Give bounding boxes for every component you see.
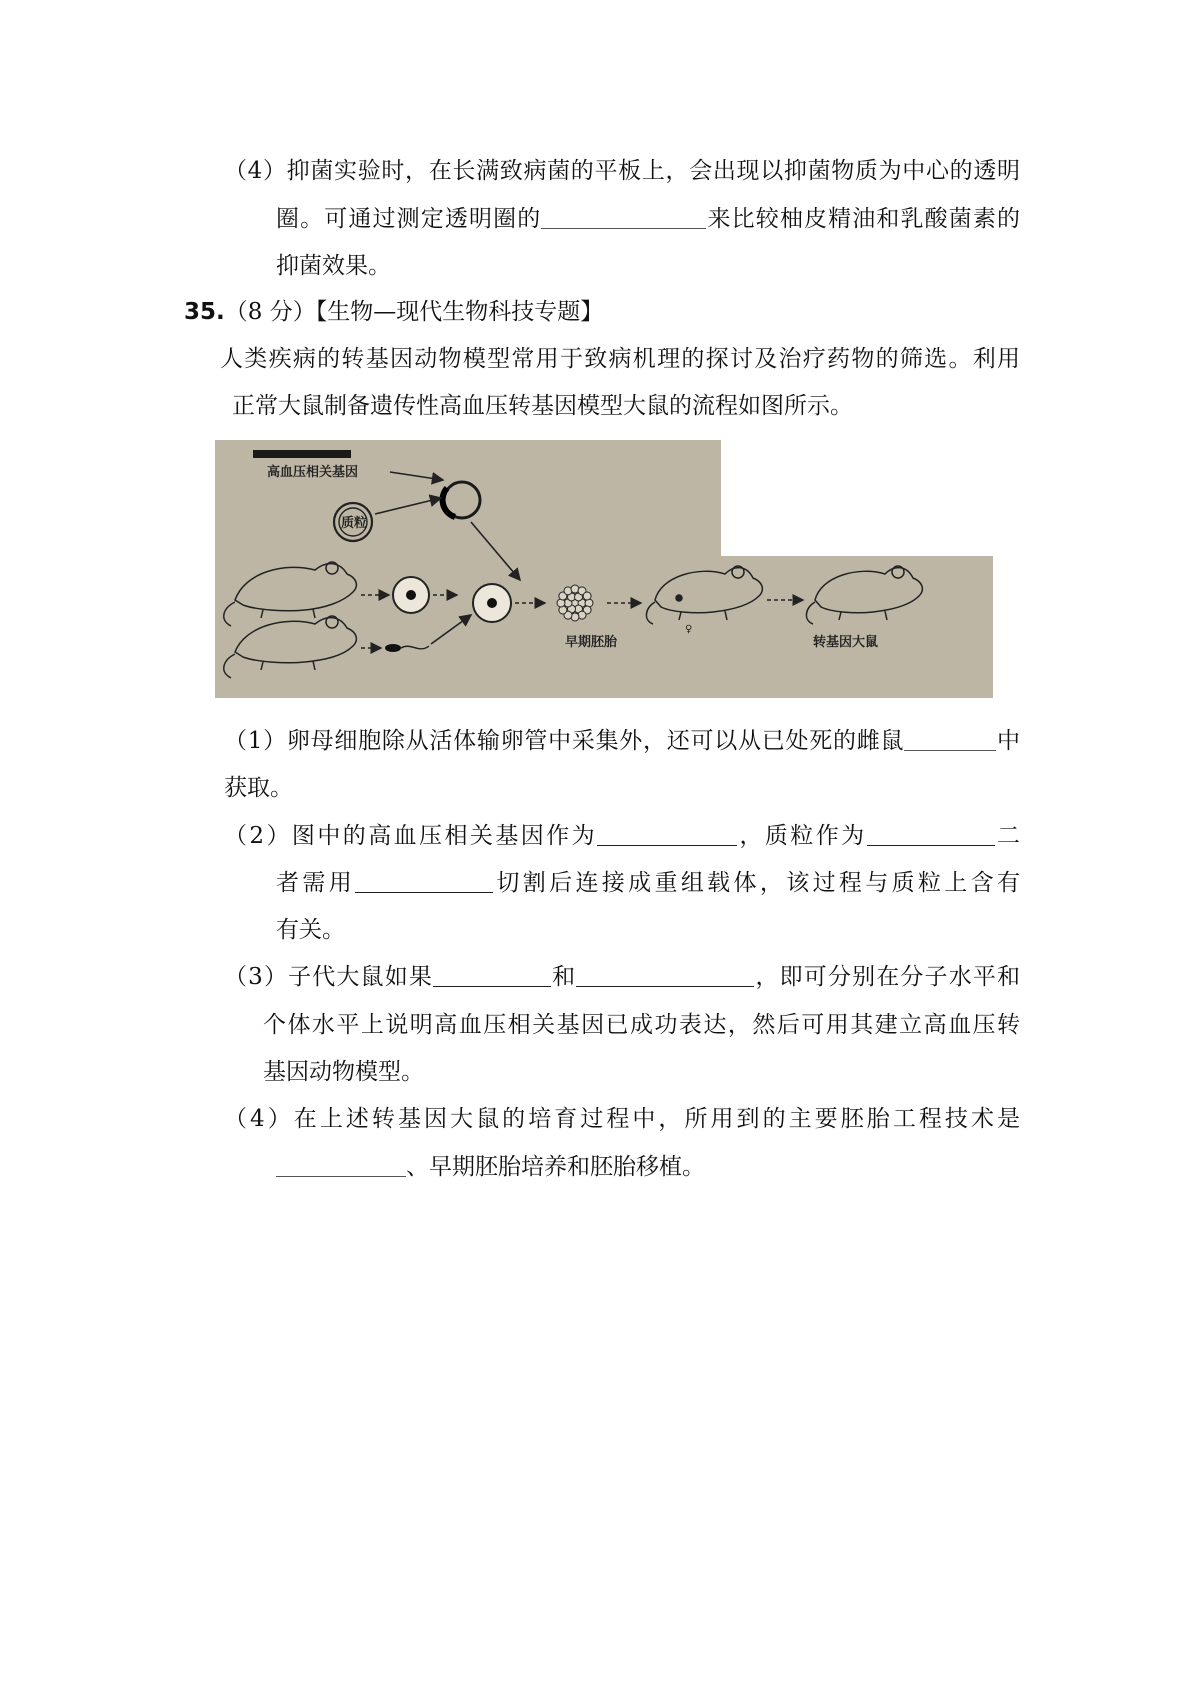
q34-part4-text-1: 抑菌实验时，在长满致病菌的平板上，会出现以抑菌物质为中心的透明 xyxy=(286,158,1020,184)
arrow-gene-to-vector xyxy=(390,472,443,480)
q35-sub4-line1 xyxy=(224,1104,1020,1134)
answer-blank-target-gene[interactable] xyxy=(597,825,737,846)
answer-blank-vector[interactable] xyxy=(867,825,995,846)
embryo-label: 早期胚胎 xyxy=(565,635,618,650)
q35-sub2-text-f: 有关。 xyxy=(276,917,345,943)
q35-sub1-text-c: 获取。 xyxy=(224,775,293,801)
q35-heading xyxy=(184,297,603,327)
question-number: 35. xyxy=(184,299,225,325)
q35-sub1-text-a: 卵母细胞除从活体输卵管中采集外，还可以从已处死的雌鼠 xyxy=(286,728,905,754)
q35-sub4-line2 xyxy=(276,1152,705,1182)
q35-intro-line1 xyxy=(220,344,1020,374)
q35-intro-text-1: 人类疾病的转基因动物模型常用于致病机理的探讨及治疗药物的筛选。利用 xyxy=(220,346,1020,372)
q35-sub2-label: （2） xyxy=(224,823,292,849)
q35-sub3-text-b: 和 xyxy=(551,964,577,990)
transgenic-rat-icon xyxy=(806,566,922,624)
female-rat-icon xyxy=(224,562,357,626)
q35-sub2-text-c: 二 xyxy=(994,823,1021,849)
q35-sub1-text-b: 中 xyxy=(996,728,1021,754)
arrow-sperm-to-zygote xyxy=(431,615,471,644)
q34-part4-line1 xyxy=(224,156,1020,186)
q35-sub3-line3 xyxy=(263,1057,424,1087)
inserted-gene-segment xyxy=(443,488,455,517)
male-rat-icon xyxy=(224,616,357,678)
question-heading: （8 分）【生物—现代生物科技专题】 xyxy=(224,299,604,325)
q34-part4-line3 xyxy=(276,251,391,281)
svg-text:♀: ♀ xyxy=(685,624,693,635)
q35-sub2-text-d: 者需用 xyxy=(276,870,356,896)
q35-sub3-text-c: ，即可分别在分子水平和 xyxy=(754,964,1021,990)
answer-blank-individual-level[interactable] xyxy=(576,966,754,987)
q35-sub3-text-a: 子代大鼠如果 xyxy=(288,964,434,990)
q35-sub2-text-b: ，质粒作为 xyxy=(737,823,867,849)
q35-sub4-text-a: 在上述转基因大鼠的培育过程中，所用到的主要胚胎工程技术是 xyxy=(293,1106,1021,1132)
diagram-svg xyxy=(215,440,993,698)
q35-intro-line2 xyxy=(232,391,853,421)
early-embryo-icon xyxy=(557,585,593,621)
arrow-plasmid-to-vector xyxy=(375,498,441,514)
q35-sub1-line2 xyxy=(224,773,293,803)
gene-bar-icon xyxy=(253,450,351,458)
q35-sub3-text-e: 基因动物模型。 xyxy=(263,1059,424,1085)
q35-sub3-line2 xyxy=(263,1010,1020,1040)
q34-part4-text-2b: 来比较柚皮精油和乳酸菌素的 xyxy=(706,206,1020,232)
q35-sub2-line1 xyxy=(224,821,1020,851)
q35-sub4-text-b: 、早期胚胎培养和胚胎移植。 xyxy=(406,1154,705,1180)
q35-intro-text-2: 正常大鼠制备遗传性高血压转基因模型大鼠的流程如图所示。 xyxy=(232,393,853,419)
answer-blank-transparent-circle[interactable] xyxy=(541,208,706,229)
embryo-cell xyxy=(583,592,591,600)
answer-blank-restriction-enzyme[interactable] xyxy=(355,872,493,893)
plasmid-label: 质粒 xyxy=(341,516,368,531)
q35-sub3-text-d: 个体水平上说明高血压相关基因已成功表达，然后可用其建立高血压转 xyxy=(263,1012,1020,1038)
q35-sub3-line1 xyxy=(224,962,1020,992)
surrogate-rat-icon xyxy=(646,566,762,635)
blank-patch xyxy=(721,440,993,556)
arrow-vector-to-zygote xyxy=(471,522,520,580)
q34-part4-text-3: 抑菌效果。 xyxy=(276,253,391,279)
sperm-icon xyxy=(385,644,429,652)
q34-part4-line2 xyxy=(276,204,1020,234)
answer-blank-ovary[interactable] xyxy=(904,730,996,751)
q35-sub2-line2 xyxy=(276,868,1020,898)
q35-sub2-text-e: 切割后连接成重组载体，该过程与质粒上含有 xyxy=(493,870,1021,896)
q35-sub1-line1 xyxy=(224,726,1020,756)
q35-sub4-label: （4） xyxy=(224,1106,294,1132)
q34-part4-label: （4） xyxy=(224,158,287,184)
q35-sub2-text-a: 图中的高血压相关基因作为 xyxy=(291,823,598,849)
q35-sub3-label: （3） xyxy=(224,964,289,990)
q34-part4-text-2a: 圈。可通过测定透明圈的 xyxy=(276,206,542,232)
gene-label: 高血压相关基因 xyxy=(267,465,359,480)
q35-sub1-label: （1） xyxy=(224,728,287,754)
transgenic-rat-label: 转基因大鼠 xyxy=(813,635,879,650)
answer-blank-molecular-level[interactable] xyxy=(433,966,551,987)
q35-sub2-line3 xyxy=(276,915,345,945)
transgenic-rat-flow-diagram xyxy=(215,440,993,698)
answer-blank-ivf[interactable] xyxy=(276,1156,406,1177)
